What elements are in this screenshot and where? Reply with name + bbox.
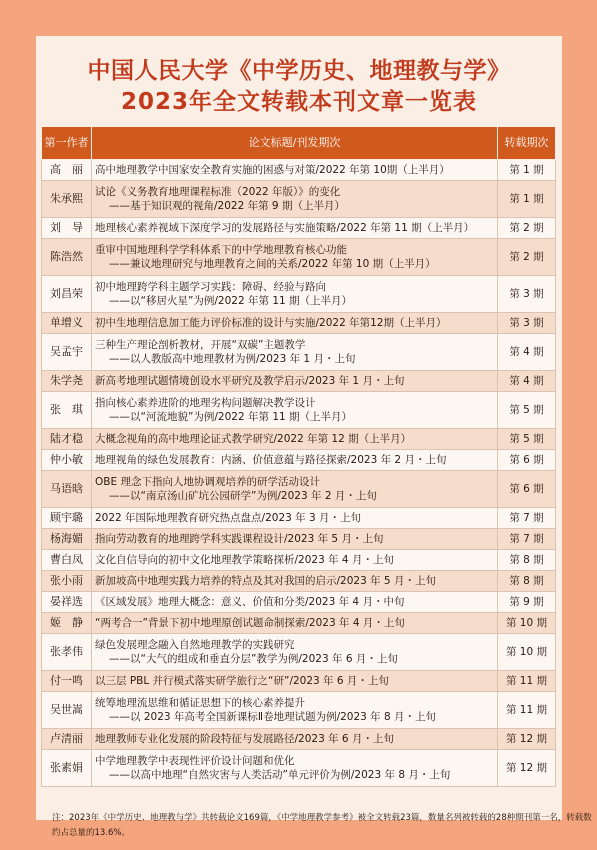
paper-subtitle: ——以“移居火星”为例/2022 年第 11 期（上半月） (109, 295, 353, 307)
title-cell (92, 471, 498, 508)
header-author: 第一作者 (42, 127, 92, 160)
paper-subtitle: ——以高中地理“自然灾害与人类活动”单元评价为例/2023 年 8 月・上旬 (109, 769, 451, 781)
issue-cell: 第 7 期 (498, 529, 556, 550)
author-cell: 刘 导 (42, 218, 92, 239)
issue-cell: 第 5 期 (498, 429, 556, 450)
title-cell (92, 571, 498, 592)
paper-subtitle: ——以“河流地貌”为例/2022 年第 11 期（上半月） (109, 411, 353, 423)
table-row (42, 529, 556, 550)
title-cell (92, 750, 498, 787)
author-cell: 卢清丽 (42, 729, 92, 750)
document-title (36, 36, 562, 118)
paper-subtitle: ——以“大气的组成和垂直分层”教学为例/2023 年 6 月・上旬 (109, 653, 398, 665)
paper-title: 绿色发展理念融入自然地理教学的实践研究 (95, 639, 295, 651)
table-body (42, 160, 556, 787)
table-row (42, 671, 556, 692)
issue-cell: 第 8 期 (498, 550, 556, 571)
title-cell (92, 729, 498, 750)
issue-cell: 第 2 期 (498, 239, 556, 276)
table-row (42, 692, 556, 729)
table-row (42, 313, 556, 334)
paper-title: 新加坡高中地理实践力培养的特点及其对我国的启示/2023 年 5 月・上旬 (95, 575, 436, 587)
title-cell (92, 508, 498, 529)
title-cell (92, 392, 498, 429)
paper-title: OBE 理念下指向人地协调观培养的研学活动设计 (95, 476, 320, 488)
title-cell (92, 634, 498, 671)
issue-cell: 第 11 期 (498, 692, 556, 729)
author-cell: 仲小敏 (42, 450, 92, 471)
issue-cell: 第 12 期 (498, 750, 556, 787)
table-header-row (42, 127, 556, 160)
author-cell: 朱学尧 (42, 371, 92, 392)
title-cell (92, 429, 498, 450)
footnote: 注：2023年《中学历史、地理教与学》共转载论文169篇，《中学地理教学参考》被全文转载23篇，数量名列被转载的28种期刊第一名，转载数约占总量的13.6%。 (52, 813, 592, 838)
paper-title: “两考合一”背景下初中地理原创试题命制探索/2023 年 4 月・上旬 (95, 617, 405, 629)
paper-title: 统筹地理流思维和循证思想下的核心素养提升 (95, 697, 305, 709)
title-cell (92, 613, 498, 634)
author-cell: 张孝伟 (42, 634, 92, 671)
table-row (42, 571, 556, 592)
issue-cell: 第 10 期 (498, 634, 556, 671)
issue-cell: 第 5 期 (498, 392, 556, 429)
table-row (42, 508, 556, 529)
paper-title: 试论《义务教育地理课程标准（2022 年版）》的变化 (95, 186, 341, 198)
paper-title: 以三层 PBL 并行模式落实研学旅行之“研”/2023 年 6 月・上旬 (95, 675, 389, 687)
paper-title: 文化自信导向的初中文化地理教学策略探析/2023 年 4 月・上旬 (95, 554, 394, 566)
issue-cell: 第 4 期 (498, 334, 556, 371)
header-title: 论文标题/刊发期次 (92, 127, 498, 160)
title-cell (92, 313, 498, 334)
paper-title: 指向核心素养进阶的地理劣构问题解决教学设计 (95, 397, 316, 409)
issue-cell: 第 7 期 (498, 508, 556, 529)
author-cell: 单增义 (42, 313, 92, 334)
author-cell: 陈浩然 (42, 239, 92, 276)
paper-title: 初中地理跨学科主题学习实践：障碍、经验与路向 (95, 281, 326, 293)
paper-subtitle: ——以 2023 年高考全国新课标Ⅱ卷地理试题为例/2023 年 8 月・上旬 (109, 711, 437, 723)
paper-title: 地理教师专业化发展的阶段特征与发展路径/2023 年 6 月・上旬 (95, 733, 394, 745)
paper-title: 大概念视角的高中地理论证式教学研究/2022 年第 12 期（上半月） (95, 433, 412, 445)
paper-title: 地理视角的绿色发展教育：内涵、价值意蕴与路径探索/2023 年 2 月・上旬 (95, 454, 447, 466)
author-cell: 顾宇璐 (42, 508, 92, 529)
title-cell (92, 239, 498, 276)
title-cell (92, 160, 498, 181)
issue-cell: 第 1 期 (498, 181, 556, 218)
paper-title: 指向劳动教育的地理跨学科实践课程设计/2023 年 5 月・上旬 (95, 533, 384, 545)
author-cell: 曹白凤 (42, 550, 92, 571)
table-row (42, 371, 556, 392)
author-cell: 晏祥选 (42, 592, 92, 613)
table-row (42, 450, 556, 471)
author-cell: 陆才稳 (42, 429, 92, 450)
title-cell (92, 181, 498, 218)
paper-title: 三种生产理论剖析教材，开展“双碳”主题教学 (95, 339, 306, 351)
table-row (42, 592, 556, 613)
title-cell (92, 371, 498, 392)
author-cell: 姬 静 (42, 613, 92, 634)
paper-subtitle: ——以人教版高中地理教材为例/2023 年 1 月・上旬 (109, 353, 356, 365)
paper-title: 地理核心素养视域下深度学习的发展路径与实施策略/2022 年第 11 期（上半月） (95, 222, 475, 234)
title-cell (92, 218, 498, 239)
table-row (42, 750, 556, 787)
author-cell: 马语晗 (42, 471, 92, 508)
paper-title: 《区域发展》地理大概念：意义、价值和分类/2023 年 4 月・中旬 (95, 596, 405, 608)
issue-cell: 第 12 期 (498, 729, 556, 750)
issue-cell: 第 2 期 (498, 218, 556, 239)
table-row (42, 634, 556, 671)
author-cell: 刘昌荣 (42, 276, 92, 313)
table-row (42, 276, 556, 313)
issue-cell: 第 9 期 (498, 592, 556, 613)
title-cell (92, 550, 498, 571)
document-sheet (36, 36, 592, 838)
table-row (42, 218, 556, 239)
paper-subtitle: ——兼议地理研究与地理教育之间的关系/2022 年第 10 期（上半月） (109, 258, 436, 270)
title-cell (92, 450, 498, 471)
paper-title: 中学地理教学中表现性评价设计问题和优化 (95, 755, 295, 767)
issue-cell: 第 10 期 (498, 613, 556, 634)
paper-title: 高中地理教学中国家安全教育实施的困惑与对策/2022 年第 10期（上半月） (95, 164, 450, 176)
paper-subtitle: ——以“南京汤山矿坑公园研学”为例/2023 年 2 月・上旬 (109, 490, 377, 502)
table-row (42, 334, 556, 371)
issue-cell: 第 1 期 (498, 160, 556, 181)
table-row (42, 613, 556, 634)
issue-cell: 第 3 期 (498, 276, 556, 313)
header-issue: 转载期次 (498, 127, 556, 160)
issue-cell: 第 11 期 (498, 671, 556, 692)
issue-cell: 第 4 期 (498, 371, 556, 392)
paper-title: 2022 年国际地理教育研究热点盘点/2023 年 3 月・上旬 (95, 512, 362, 524)
title-cell (92, 671, 498, 692)
title-cell (92, 692, 498, 729)
issue-cell: 第 3 期 (498, 313, 556, 334)
paper-title: 新高考地理试题情境创设水平研究及教学启示/2023 年 1 月・上旬 (95, 375, 405, 387)
table-row (42, 392, 556, 429)
author-cell: 吴孟宇 (42, 334, 92, 371)
author-cell: 付一鸣 (42, 671, 92, 692)
table-row (42, 181, 556, 218)
issue-cell: 第 6 期 (498, 471, 556, 508)
paper-title: 重审中国地理科学学科体系下的中学地理教育核心功能 (95, 244, 347, 256)
author-cell: 张小雨 (42, 571, 92, 592)
table-row (42, 550, 556, 571)
table-row (42, 239, 556, 276)
author-cell: 张素娟 (42, 750, 92, 787)
title-cell (92, 592, 498, 613)
title-cell (92, 276, 498, 313)
reprint-table (41, 126, 556, 787)
author-cell: 杨海媚 (42, 529, 92, 550)
title-line-2: 2023年全文转载本刊文章一览表 (120, 89, 477, 115)
issue-cell: 第 6 期 (498, 450, 556, 471)
table-row (42, 160, 556, 181)
title-line-1: 中国人民大学《中学历史、地理教与学》 (87, 58, 511, 84)
paper-subtitle: ——基于知识观的视角/2022 年第 9 期（上半月） (109, 200, 345, 212)
author-cell: 张 琪 (42, 392, 92, 429)
issue-cell: 第 8 期 (498, 571, 556, 592)
title-cell (92, 334, 498, 371)
author-cell: 吴世嵩 (42, 692, 92, 729)
table-row (42, 471, 556, 508)
table-row (42, 729, 556, 750)
paper-title: 初中生地理信息加工能力评价标准的设计与实施/2022 年第12期（上半月） (95, 317, 447, 329)
author-cell: 朱承熙 (42, 181, 92, 218)
author-cell: 高 丽 (42, 160, 92, 181)
title-cell (92, 529, 498, 550)
table-row (42, 429, 556, 450)
